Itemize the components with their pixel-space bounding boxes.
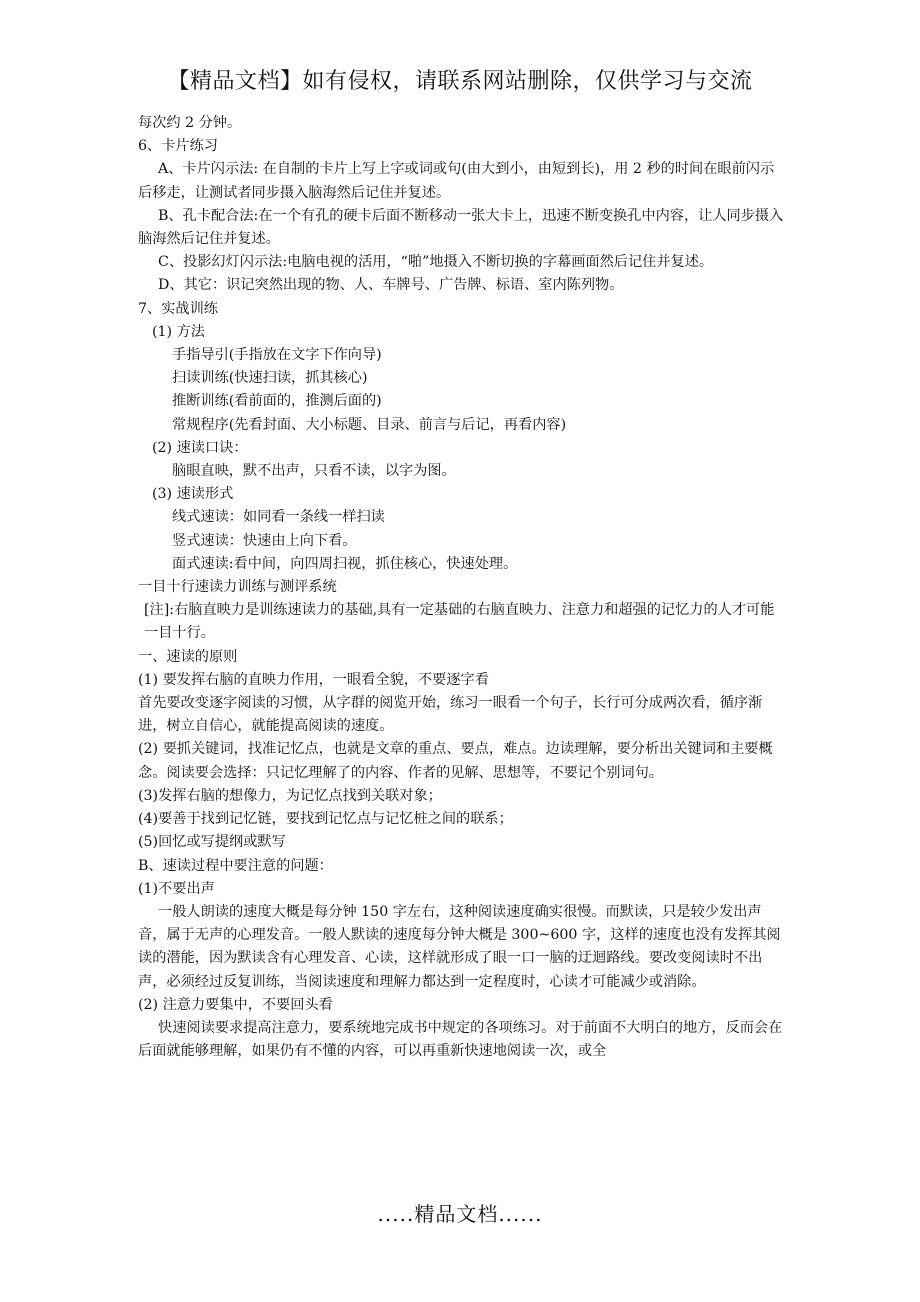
list-item: 脑眼直映，默不出声，只看不读，以字为图。	[172, 463, 456, 480]
text-line: 每次约 2 分钟。	[138, 115, 242, 131]
document-body	[138, 112, 784, 1063]
section-heading: 一、速读的原则	[138, 648, 238, 665]
paragraph: B、孔卡配合法:在一个有孔的硬卡后面不断移动一张大卡上，迅速不断变换孔中内容，让人同步摄入脑海然后记住并复述。	[138, 207, 784, 248]
list-item: 线式速读：如同看一条线一样扫读	[172, 509, 385, 526]
principle-item: (3)发挥右脑的想像力，为记忆点找到关联对象；	[138, 787, 442, 804]
page-footer: .....精品文档......	[377, 1202, 543, 1226]
list-item: 推断训练(看前面的，推测后面的)	[172, 393, 382, 410]
list-item: 面式速读:看中间，向四周扫视，抓住核心，快速处理。	[172, 555, 518, 572]
paragraph: 快速阅读要求提高注意力，要系统地完成书中规定的各项练习。对于前面不大明白的地方，反而会在后面就能够理解，如果仍有不懂的内容，可以再重新快速地阅读一次，或全	[138, 1019, 783, 1060]
principle-item: (5)回忆或写提纲或默写	[138, 834, 286, 851]
section-heading: 6、卡片练习	[138, 138, 218, 155]
principle-item: (2) 要抓关键词，找准记忆点，也就是文章的重点、要点，难点。边读理解，要分析出关键词和主要概念。阅读要会选择：只记忆理解了的内容、作者的见解、思想等，不要记个别词句。	[138, 741, 773, 781]
subsection-heading: (2) 注意力要集中，不要回头看	[138, 996, 333, 1013]
list-item: 常规程序(先看封面、大小标题、目录、前言与后记，再看内容)	[172, 416, 567, 433]
principle-item: (1) 要发挥右脑的直映力作用，一眼看全貌，不要逐字看	[138, 671, 489, 688]
paragraph: D、其它：识记突然出现的物、人、车牌号、广告牌、标语、室内陈列物。	[158, 277, 624, 294]
principle-item: (4)要善于找到记忆链，要找到记忆点与记忆桩之间的联系；	[138, 811, 513, 828]
list-item: 竖式速读：快速由上向下看。	[172, 532, 357, 549]
paragraph: A、卡片闪示法: 在自制的卡片上写上字或词或句(由大到小，由短到长)，用 2 秒的时间在眼前闪示后移走，让测试者同步摄入脑海然后记住并复述。	[138, 161, 775, 201]
paragraph: 首先要改变逐字阅读的习惯，从字群的阅览开始，练习一眼看一个句子，长行可分成两次看，循序渐进，树立自信心，就能提高阅读的速度。	[138, 695, 763, 735]
section-heading: 一目十行速读力训练与测评系统	[138, 579, 337, 596]
list-item: 扫读训练(快速扫读，抓其核心)	[172, 370, 368, 387]
subsection-heading: (1) 方法	[152, 323, 205, 340]
subsection-heading: (2) 速读口诀：	[152, 439, 248, 456]
subsection-heading: (3) 速读形式	[152, 486, 234, 503]
subsection-heading: (1)不要出声	[138, 880, 215, 897]
page-header: 【精品文档】如有侵权，请联系网站删除，仅供学习与交流	[167, 69, 753, 94]
note-paragraph: [注]:右脑直映力是训练速读力的基础,具有一定基础的右脑直映力、注意力和超强的记忆力的人才可能一目十行。	[144, 602, 775, 642]
list-item: 手指导引(手指放在文字下作向导)	[172, 347, 382, 364]
paragraph: 一般人朗读的速度大概是每分钟 150 字左右，这种阅读速度确实很慢。而默读，只是较少发出声音，属于无声的心理发音。一般人默读的速度每分钟大概是 300~600 字，这样的速度也没有发挥其阅读的潜能，因为默读含有心理发音、心读，这样就形成了眼一口一脑的迂迴路线。要改变阅读时不出声，必须经过反复训练，当阅读速度和理解力都达到一定程度时，心读才可能减少或消除。	[138, 903, 781, 990]
section-heading: B、速读过程中要注意的问题：	[138, 857, 333, 874]
section-heading: 7、实战训练	[138, 300, 218, 317]
paragraph: C、投影幻灯闪示法:电脑电视的活用，“啪”地摄入不断切换的字幕画面然后记住并复述。	[158, 254, 714, 271]
